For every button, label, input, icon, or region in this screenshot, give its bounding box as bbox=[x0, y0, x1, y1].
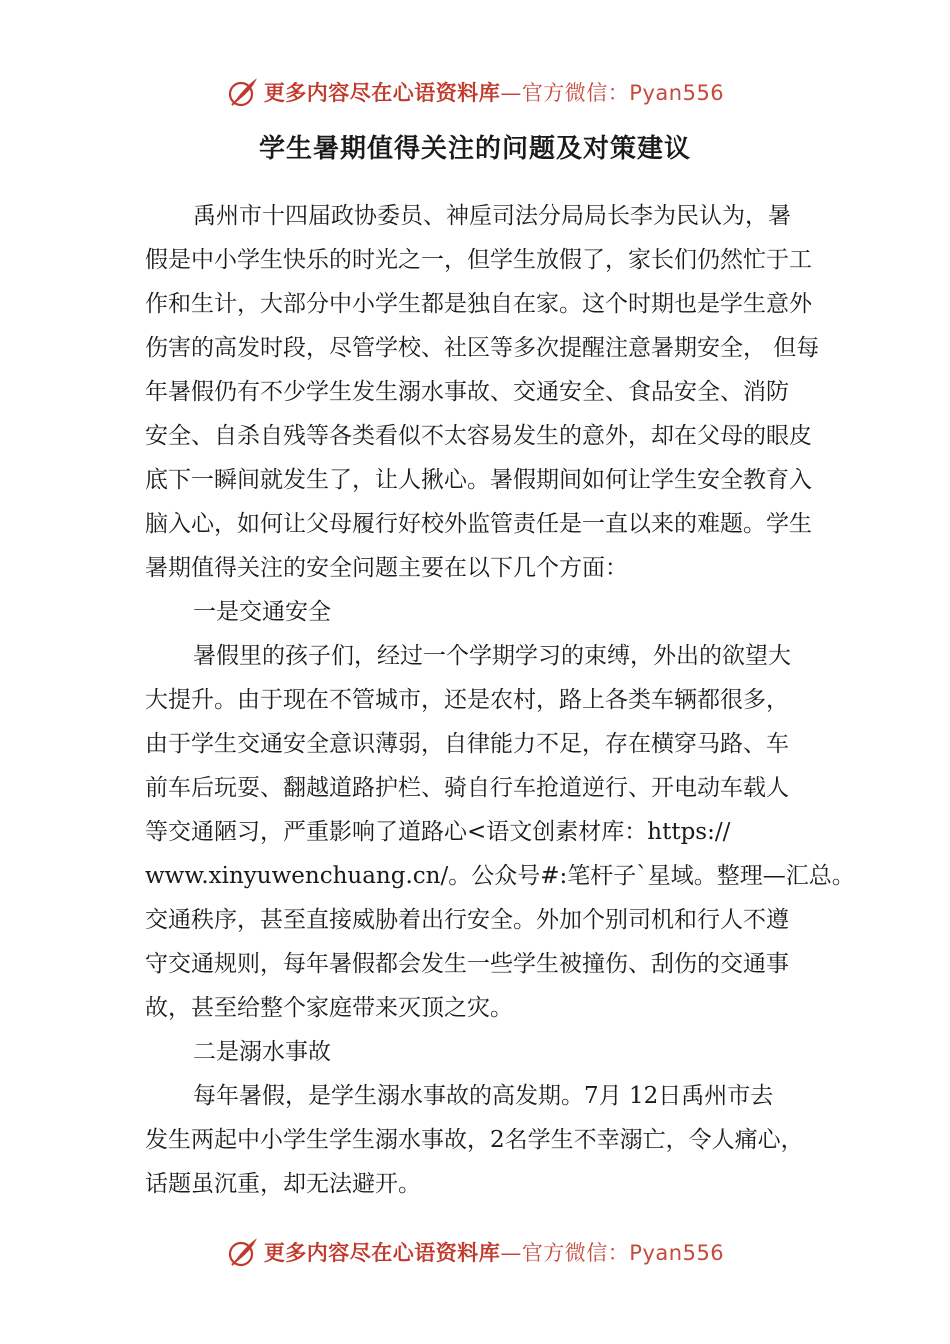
text-line: 底下一瞬间就发生了，让人揪心。暑假期间如何让学生安全教育入 bbox=[145, 467, 812, 493]
text-line: 话题虽沉重，却无法避开。 bbox=[145, 1171, 421, 1197]
text-line: 故，甚至给整个家庭带来灭顶之灾。 bbox=[145, 995, 513, 1021]
footer-banner bbox=[0, 1232, 950, 1272]
text-line: 作和生计，大部分中小学生都是独自在家。这个时期也是学生意外 bbox=[145, 291, 812, 317]
text-line: 守交通规则，每年暑假都会发生一些学生被撞伤、刮伤的交通事 bbox=[145, 951, 789, 977]
feather-logo-icon bbox=[226, 1235, 260, 1269]
text-line: www.xinyuwenchuang.cn/。公众号#:笔杆子`星域。整理—汇总。 bbox=[145, 863, 855, 889]
text-line: 交通秩序，甚至直接威胁着出行安全。外加个别司机和行人不遵 bbox=[145, 907, 789, 933]
text-line: 一是交通安全 bbox=[193, 599, 331, 625]
text-line: 每年暑假，是学生溺水事故的高发期。7月 12日禹州市去 bbox=[193, 1083, 774, 1109]
text-line: 二是溺水事故 bbox=[193, 1039, 331, 1065]
document-body bbox=[145, 194, 855, 1206]
text-line: 禹州市十四届政协委员、神垕司法分局局长李为民认为，暑 bbox=[193, 203, 791, 229]
feather-logo-icon bbox=[226, 75, 260, 109]
text-line: 安全、自杀自残等各类看似不太容易发生的意外，却在父母的眼皮 bbox=[145, 423, 812, 449]
text-line: 由于学生交通安全意识薄弱，自律能力不足，存在横穿马路、车 bbox=[145, 731, 789, 757]
banner-text bbox=[264, 1237, 724, 1267]
header-banner bbox=[0, 72, 950, 112]
banner-library-name: 更多内容尽在心语资料库 bbox=[263, 1241, 501, 1265]
text-line: 发生两起中小学生学生溺水事故，2名学生不幸溺亡，令人痛心， bbox=[145, 1127, 804, 1153]
text-line: 前车后玩耍、翻越道路护栏、骑自行车抢道逆行、开电动车载人 bbox=[145, 775, 789, 801]
banner-library-name: 更多内容尽在心语资料库 bbox=[263, 81, 501, 105]
text-line: 大提升。由于现在不管城市，还是农村，路上各类车辆都很多， bbox=[145, 687, 789, 713]
banner-wechat: —官方微信：Pyan556 bbox=[500, 81, 725, 105]
text-line: 暑期值得关注的安全问题主要在以下几个方面： bbox=[145, 555, 628, 581]
banner-text bbox=[264, 77, 724, 107]
text-line: 脑入心，如何让父母履行好校外监管责任是一直以来的难题。学生 bbox=[145, 511, 812, 537]
text-line: 假是中小学生快乐的时光之一，但学生放假了，家长们仍然忙于工 bbox=[145, 247, 812, 273]
text-line: 年暑假仍有不少学生发生溺水事故、交通安全、食品安全、消防 bbox=[145, 379, 789, 405]
text-line: 等交通陋习，严重影响了道路心<语文创素材库：https:// bbox=[145, 819, 731, 845]
text-line: 暑假里的孩子们，经过一个学期学习的束缚，外出的欲望大 bbox=[193, 643, 791, 669]
banner-wechat: —官方微信：Pyan556 bbox=[500, 1241, 725, 1265]
text-line: 伤害的高发时段，尽管学校、社区等多次提醒注意暑期安全， 但每 bbox=[145, 335, 820, 361]
document-title: 学生暑期值得关注的问题及对策建议 bbox=[258, 134, 691, 164]
